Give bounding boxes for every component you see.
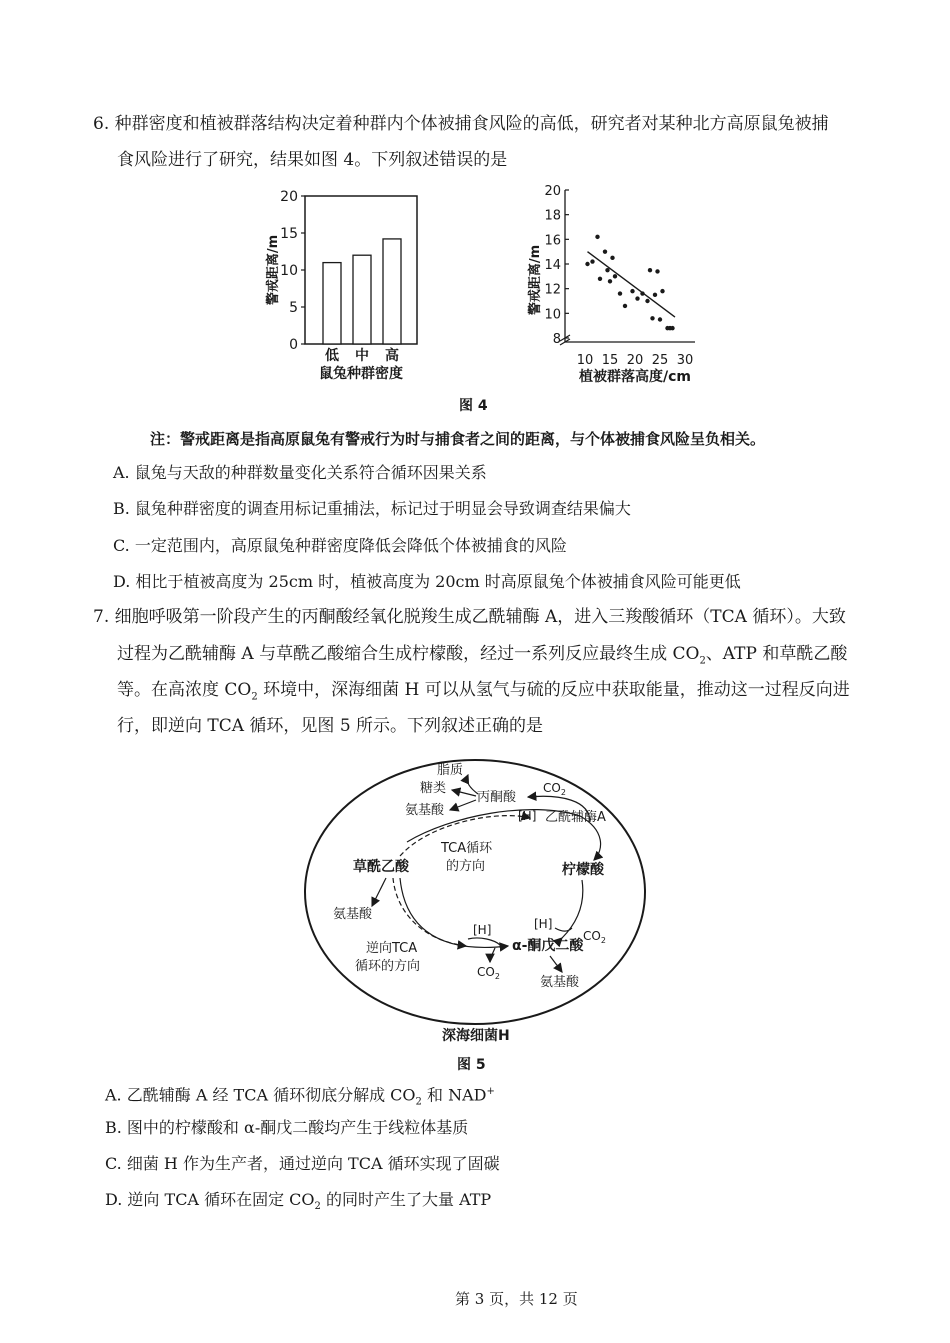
figure-4-caption: 图 4 xyxy=(459,398,488,414)
q6-option-d[interactable]: D. 相比于植被高度为 25cm 时，植被高度为 20cm 时高原鼠兔个体被捕食风险可能更低 xyxy=(113,572,741,591)
q7-option-d[interactable]: D. 逆向 TCA 循环在固定 $CO_2$ 的同时产生了大量 ATP xyxy=(105,1190,492,1213)
scatter-point xyxy=(613,274,617,278)
scatter-ytick-label: 10 xyxy=(544,307,561,323)
scatter-point xyxy=(650,316,654,320)
q7-stem-line2: 过程为乙酰辅酶 A 与草酰乙酸缩合生成柠檬酸，经过一系列反应最终生成 $CO_2$、ATP 和草酰乙酸 xyxy=(117,644,848,667)
q6-option-c[interactable]: C. 一定范围内，高原鼠兔种群密度降低会降低个体被捕食的风险 xyxy=(113,536,567,555)
cell-outline xyxy=(305,760,645,1024)
scatter-point xyxy=(640,291,644,295)
scatter-xtick-label: 25 xyxy=(651,353,669,368)
bar-chart-ytick-label: 20 xyxy=(280,189,298,205)
scatter-point xyxy=(610,256,614,260)
diagram-acetyl-coa: 乙酰辅酶A xyxy=(545,810,606,825)
diagram-h-top: [H] xyxy=(518,809,537,823)
diagram-reverse-direction-2: 循环的方向 xyxy=(355,959,421,974)
bar-chart-ylabel: 警戒距离/m xyxy=(266,234,281,306)
bar-chart-ytick-label: 15 xyxy=(280,226,298,242)
diagram-amino-acid-bottom: 氨基酸 xyxy=(540,975,580,990)
bar-chart-ytick-label: 10 xyxy=(280,263,298,279)
bar-chart-ytick-label: 0 xyxy=(289,337,298,353)
bar xyxy=(353,255,371,344)
scatter-point xyxy=(660,289,664,293)
diagram-oxaloacetate: 草酰乙酸 xyxy=(353,859,409,875)
scatter-point xyxy=(655,269,659,273)
scatter-point xyxy=(648,268,652,272)
bar-chart xyxy=(245,180,445,390)
scatter-point xyxy=(670,326,674,330)
scatter-point xyxy=(630,289,634,293)
q7-stem-line4: 行，即逆向 TCA 循环，见图 5 所示。下列叙述正确的是 xyxy=(117,716,544,736)
scatter-ytick-label: 8 xyxy=(552,332,561,347)
diagram-reverse-direction-1: 逆向TCA xyxy=(366,941,418,956)
diagram-citrate: 柠檬酸 xyxy=(562,862,604,878)
q6-option-b[interactable]: B. 鼠兔种群密度的调查用标记重捕法，标记过于明显会导致调查结果偏大 xyxy=(113,499,631,518)
reverse-tca-diagram xyxy=(300,750,650,1050)
q7-option-c[interactable]: C. 细菌 H 作为生产者，通过逆向 TCA 循环实现了固碳 xyxy=(105,1154,500,1173)
diagram-amino-acid-left: 氨基酸 xyxy=(333,907,373,922)
scatter-point xyxy=(585,262,589,266)
q7-stem-line3: 等。在高浓度 $CO_2$ 环境中，深海细菌 H 可以从氢气与硫的反应中获取能量，推动这一过程反向进 xyxy=(117,680,850,703)
diagram-lipid: 脂质 xyxy=(437,763,464,778)
scatter-point xyxy=(658,317,662,321)
scatter-point xyxy=(635,296,639,300)
bar-category-label: 高 xyxy=(385,348,399,364)
scatter-point xyxy=(653,293,657,297)
scatter-ytick-label: 18 xyxy=(544,208,561,224)
scatter-ytick-label: 20 xyxy=(544,184,561,199)
scatter-chart xyxy=(525,180,715,390)
q6-stem-line2: 食风险进行了研究，结果如图 4。下列叙述错误的是 xyxy=(117,150,508,170)
scatter-chart-xlabel: 植被群落高度/cm xyxy=(579,369,691,385)
scatter-xtick-label: 10 xyxy=(576,353,594,368)
scatter-point xyxy=(618,291,622,295)
figure-5-caption: 图 5 xyxy=(457,1057,486,1073)
bar xyxy=(323,263,341,344)
bar xyxy=(383,239,401,344)
scatter-point xyxy=(623,304,627,308)
scatter-xtick-label: 15 xyxy=(601,353,619,368)
scatter-point xyxy=(605,268,609,272)
bar-chart-ytick-label: 5 xyxy=(289,300,298,316)
q6-option-a[interactable]: A. 鼠兔与天敌的种群数量变化关系符合循环因果关系 xyxy=(113,463,487,482)
page-footer: 第 3 页，共 12 页 xyxy=(455,1290,578,1308)
scatter-ytick-label: 12 xyxy=(544,282,561,298)
q6-stem-line1: 6. 种群密度和植被群落结构决定着种群内个体被捕食风险的高低，研究者对某种北方高原鼠兔被捕 xyxy=(93,114,829,134)
bar-category-label: 低 xyxy=(325,348,339,364)
diagram-akg: α-酮戊二酸 xyxy=(512,938,584,954)
diagram-tca-direction-2: 的方向 xyxy=(446,859,486,874)
scatter-point xyxy=(608,279,612,283)
scatter-point xyxy=(598,277,602,281)
scatter-point xyxy=(595,235,599,239)
diagram-co2-bottom: $CO_2$ xyxy=(477,965,500,981)
scatter-ytick-label: 16 xyxy=(544,233,561,249)
diagram-tca-direction-1: TCA循环 xyxy=(441,841,493,856)
diagram-h-right: [H] xyxy=(534,917,553,931)
diagram-co2-top: $CO_2$ xyxy=(543,781,566,797)
q7-option-a[interactable]: A. 乙酰辅酶 A 经 TCA 循环彻底分解成 $CO_2$ 和 NAD+ xyxy=(105,1085,495,1108)
diagram-co2-right: $CO_2$ xyxy=(583,929,606,945)
scatter-xtick-label: 30 xyxy=(676,353,694,368)
diagram-pyruvate: 丙酮酸 xyxy=(477,790,517,805)
scatter-xtick-label: 20 xyxy=(626,353,644,368)
scatter-point xyxy=(645,299,649,303)
scatter-trendline xyxy=(588,252,676,317)
diagram-bacterium-label: 深海细菌H xyxy=(442,1028,510,1044)
q6-note: 注：警戒距离是指高原鼠兔有警戒行为时与捕食者之间的距离，与个体被捕食风险呈负相关。 xyxy=(150,430,766,448)
diagram-sugar: 糖类 xyxy=(420,781,447,796)
scatter-chart-ylabel: 警戒距离/m xyxy=(528,244,543,316)
diagram-h-bottom: [H] xyxy=(473,923,492,937)
q7-stem-line1: 7. 细胞呼吸第一阶段产生的丙酮酸经氧化脱羧生成乙酰辅酶 A，进入三羧酸循环（TCA 循环）。大致 xyxy=(93,607,846,627)
scatter-point xyxy=(590,259,594,263)
scatter-ytick-label: 14 xyxy=(544,258,561,273)
scatter-point xyxy=(603,249,607,253)
bar-chart-xlabel: 鼠兔种群密度 xyxy=(319,366,403,382)
q7-option-b[interactable]: B. 图中的柠檬酸和 α-酮戊二酸均产生于线粒体基质 xyxy=(105,1118,469,1137)
bar-category-label: 中 xyxy=(355,348,369,364)
diagram-amino-acid-top: 氨基酸 xyxy=(405,803,445,818)
